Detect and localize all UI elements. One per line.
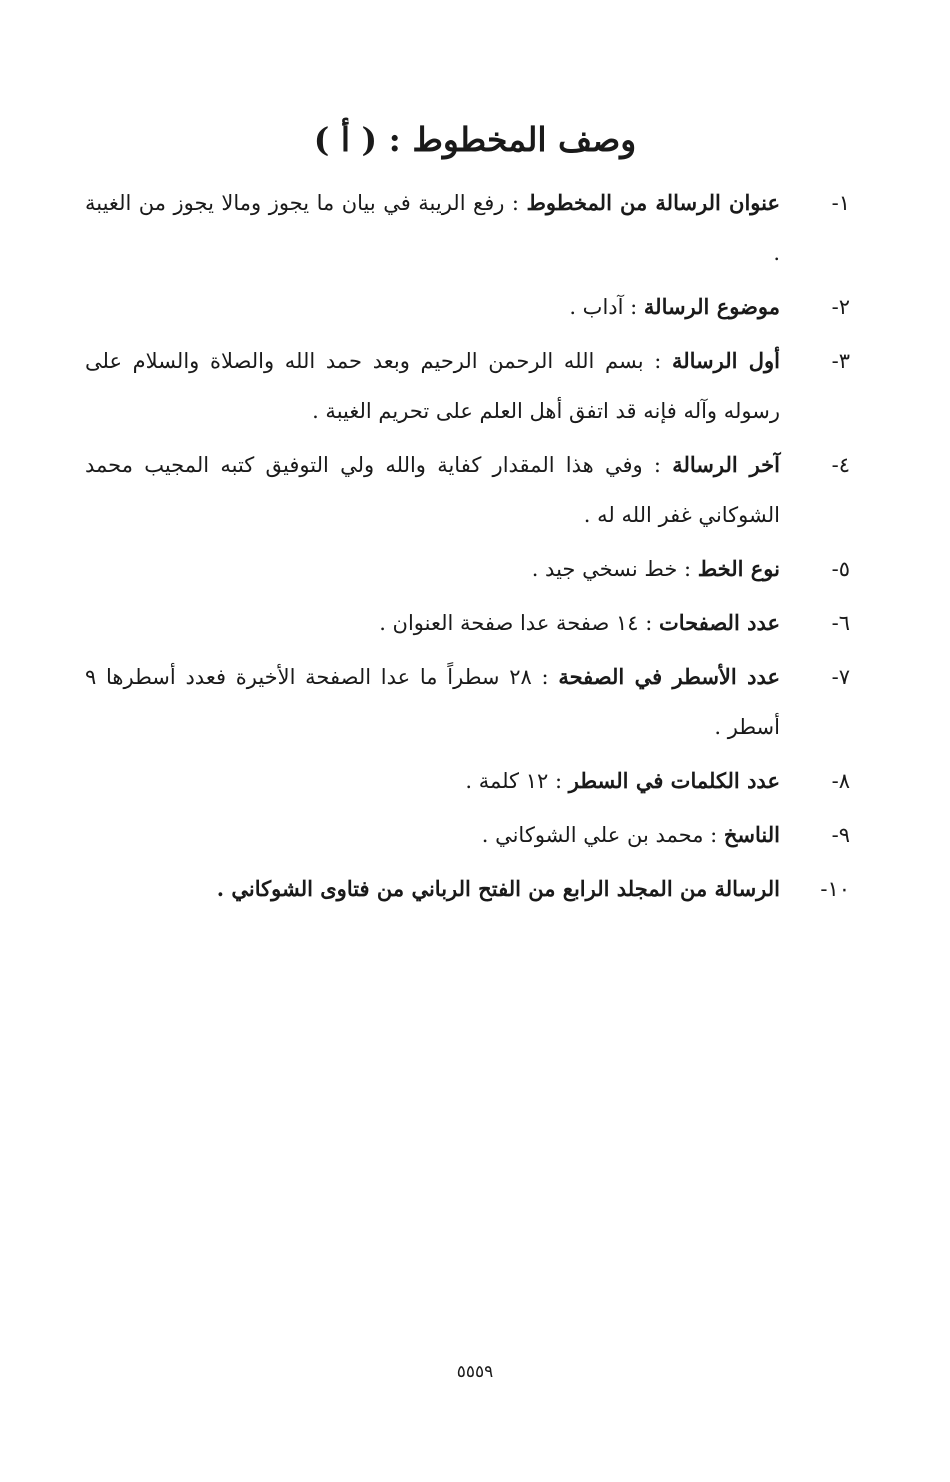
list-item <box>85 440 850 540</box>
item-number: ١٠- <box>820 877 850 901</box>
list-item <box>85 598 850 648</box>
item-text: : ١٤ صفحة عدا صفحة العنوان . <box>379 611 659 635</box>
list-item <box>85 810 850 860</box>
list-item <box>85 652 850 752</box>
page-number: ٥٥٥٩ <box>456 1362 494 1382</box>
item-label: عدد الكلمات في السطر <box>568 768 780 793</box>
item-number: ٣- <box>831 349 850 373</box>
item-label: الناسخ <box>723 822 780 847</box>
list-item <box>85 336 850 436</box>
item-text: : آداب . <box>569 295 644 319</box>
item-text: : وفي هذا المقدار كفاية والله ولي التوفيق كتبه المجيب محمد الشوكاني غفر الله له . <box>85 453 780 527</box>
item-text: : محمد بن علي الشوكاني . <box>481 823 724 847</box>
item-text: الرسالة من المجلد الرابع من الفتح الرباني من فتاوى الشوكاني . <box>216 876 780 901</box>
item-text: : ٢٨ سطراً ما عدا الصفحة الأخيرة فعدد أسطرها ٩ أسطر . <box>85 665 780 739</box>
item-number: ٤- <box>831 453 850 477</box>
item-number: ١- <box>831 191 850 215</box>
item-number: ٦- <box>831 611 850 635</box>
item-number: ٧- <box>831 665 850 689</box>
item-label: عنوان الرسالة من المخطوط <box>526 190 780 215</box>
list-item <box>85 544 850 594</box>
item-label: أول الرسالة <box>671 348 780 373</box>
item-number: ٨- <box>831 769 850 793</box>
item-number: ٥- <box>831 557 850 581</box>
item-number: ٢- <box>831 295 850 319</box>
list-item <box>85 282 850 332</box>
item-text: : خط نسخي جيد . <box>531 557 698 581</box>
item-label: عدد الأسطر في الصفحة <box>558 664 780 689</box>
list-item <box>85 178 850 278</box>
item-label: موضوع الرسالة <box>643 294 780 319</box>
item-number: ٩- <box>831 823 850 847</box>
item-label: آخر الرسالة <box>672 452 780 477</box>
list-item <box>85 756 850 806</box>
page-title: وصف المخطوط : ( أ ) <box>313 120 637 159</box>
item-label: نوع الخط <box>697 556 780 581</box>
item-text: : ١٢ كلمة . <box>465 769 569 793</box>
item-text: : رفع الريبة في بيان ما يجوز ومالا يجوز من الغيبة . <box>85 191 780 265</box>
item-label: عدد الصفحات <box>658 610 780 635</box>
list-item <box>85 864 850 914</box>
item-text: : بسم الله الرحمن الرحيم وبعد حمد الله والصلاة والسلام على رسوله وآله فإنه قد اتفق أهل العلم على تحريم الغيبة . <box>85 349 780 423</box>
manuscript-description-list <box>85 178 850 918</box>
